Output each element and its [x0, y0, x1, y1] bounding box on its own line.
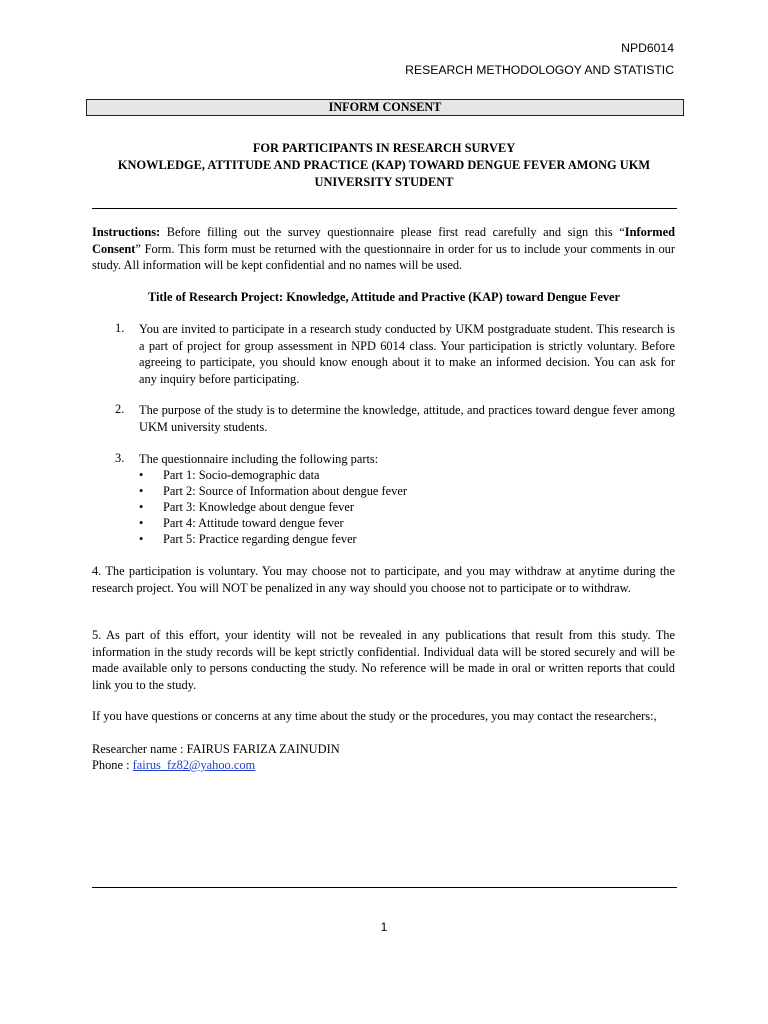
list-number-1: 1.: [115, 321, 125, 335]
top-divider: [92, 208, 677, 209]
list-item: [139, 467, 407, 483]
list-text-2: The purpose of the study is to determine the knowledge, attitude, and practices toward dengue fever among UKM university students.: [139, 403, 675, 434]
list-text-1: You are invited to participate in a research study conducted by UKM postgraduate student. This research is a part of project for group assessment in NPD 6014 class. Your participation is strictly voluntary. Before agreeing to participate, you should know enough about it to make an informed decision. You can ask for any inquiry before participating.: [139, 322, 675, 386]
list-item: [139, 515, 407, 531]
project-title: Title of Research Project: Knowledge, Attitude and Practive (KAP) toward Dengue Fever: [147, 290, 621, 304]
list-item: [139, 483, 407, 499]
parts-list: [139, 467, 407, 547]
instructions-label: Instructions:: [92, 225, 161, 239]
paragraph-5: 5. As part of this effort, your identity will not be revealed in any publications that result from this study. The information in the study records will be kept strictly confidential. Individual data will be stored securely and will be made available only to persons conducting the study. No reference will be made in oral or written reports that could link you to the study.: [92, 628, 675, 692]
list-item: [139, 499, 407, 515]
phone-label: Phone :: [92, 758, 133, 772]
part-label: Part 1: Socio-demographic data: [163, 468, 320, 482]
part-label: Part 3: Knowledge about dengue fever: [163, 500, 354, 514]
title-line-3: UNIVERSITY STUDENT: [314, 175, 454, 189]
instructions-text-2: ” Form. This form must be returned with the questionnaire in order for us to include your comments in our study. All information will be kept confidential and no names will be used.: [92, 241, 675, 273]
bullet-icon: •: [139, 484, 144, 498]
part-label: Part 4: Attitude toward dengue fever: [163, 516, 344, 530]
list-item-3: [115, 451, 675, 468]
part-label: Part 2: Source of Information about dengue fever: [163, 484, 407, 498]
bullet-icon: •: [139, 500, 144, 514]
list-number-2: 2.: [115, 402, 125, 416]
bullet-icon: •: [139, 532, 144, 546]
email-link[interactable]: fairus_fz82@yahoo.com: [132, 758, 256, 772]
list-item-2: [115, 402, 675, 435]
phone-line: [92, 757, 255, 774]
title-line-1: FOR PARTICIPANTS IN RESEARCH SURVEY: [252, 141, 516, 155]
list-number-3: 3.: [115, 451, 125, 465]
instructions-text-1: Before filling out the survey questionnaire please first read carefully and sign this “: [160, 225, 625, 239]
bullet-icon: •: [139, 468, 144, 482]
instructions-paragraph: [92, 224, 675, 274]
informed-consent-term: Informed Consent: [92, 225, 675, 256]
contact-intro: If you have questions or concerns at any time about the study or the procedures, you may contact the researchers:,: [92, 709, 657, 723]
researcher-name: Researcher name : FAIRUS FARIZA ZAINUDIN: [92, 742, 340, 756]
part-label: Part 5: Practice regarding dengue fever: [163, 532, 357, 546]
list-text-3: The questionnaire including the following parts:: [139, 452, 379, 466]
consent-heading-box: INFORM CONSENT: [86, 99, 684, 116]
list-item: [139, 531, 407, 547]
list-item-1: [115, 321, 675, 387]
course-code: NPD6014: [621, 41, 674, 55]
bullet-icon: •: [139, 516, 144, 530]
page-number: 1: [380, 920, 388, 934]
bottom-divider: [92, 887, 677, 888]
course-name: RESEARCH METHODOLOGOY AND STATISTIC: [405, 63, 674, 77]
title-line-2: KNOWLEDGE, ATTITUDE AND PRACTICE (KAP) TOWARD DENGUE FEVER AMONG UKM: [117, 158, 651, 172]
paragraph-4: 4. The participation is voluntary. You may choose not to participate, and you may withdraw at anytime during the research project. You will NOT be penalized in any way should you choose not to participate or to withdraw.: [92, 564, 675, 595]
